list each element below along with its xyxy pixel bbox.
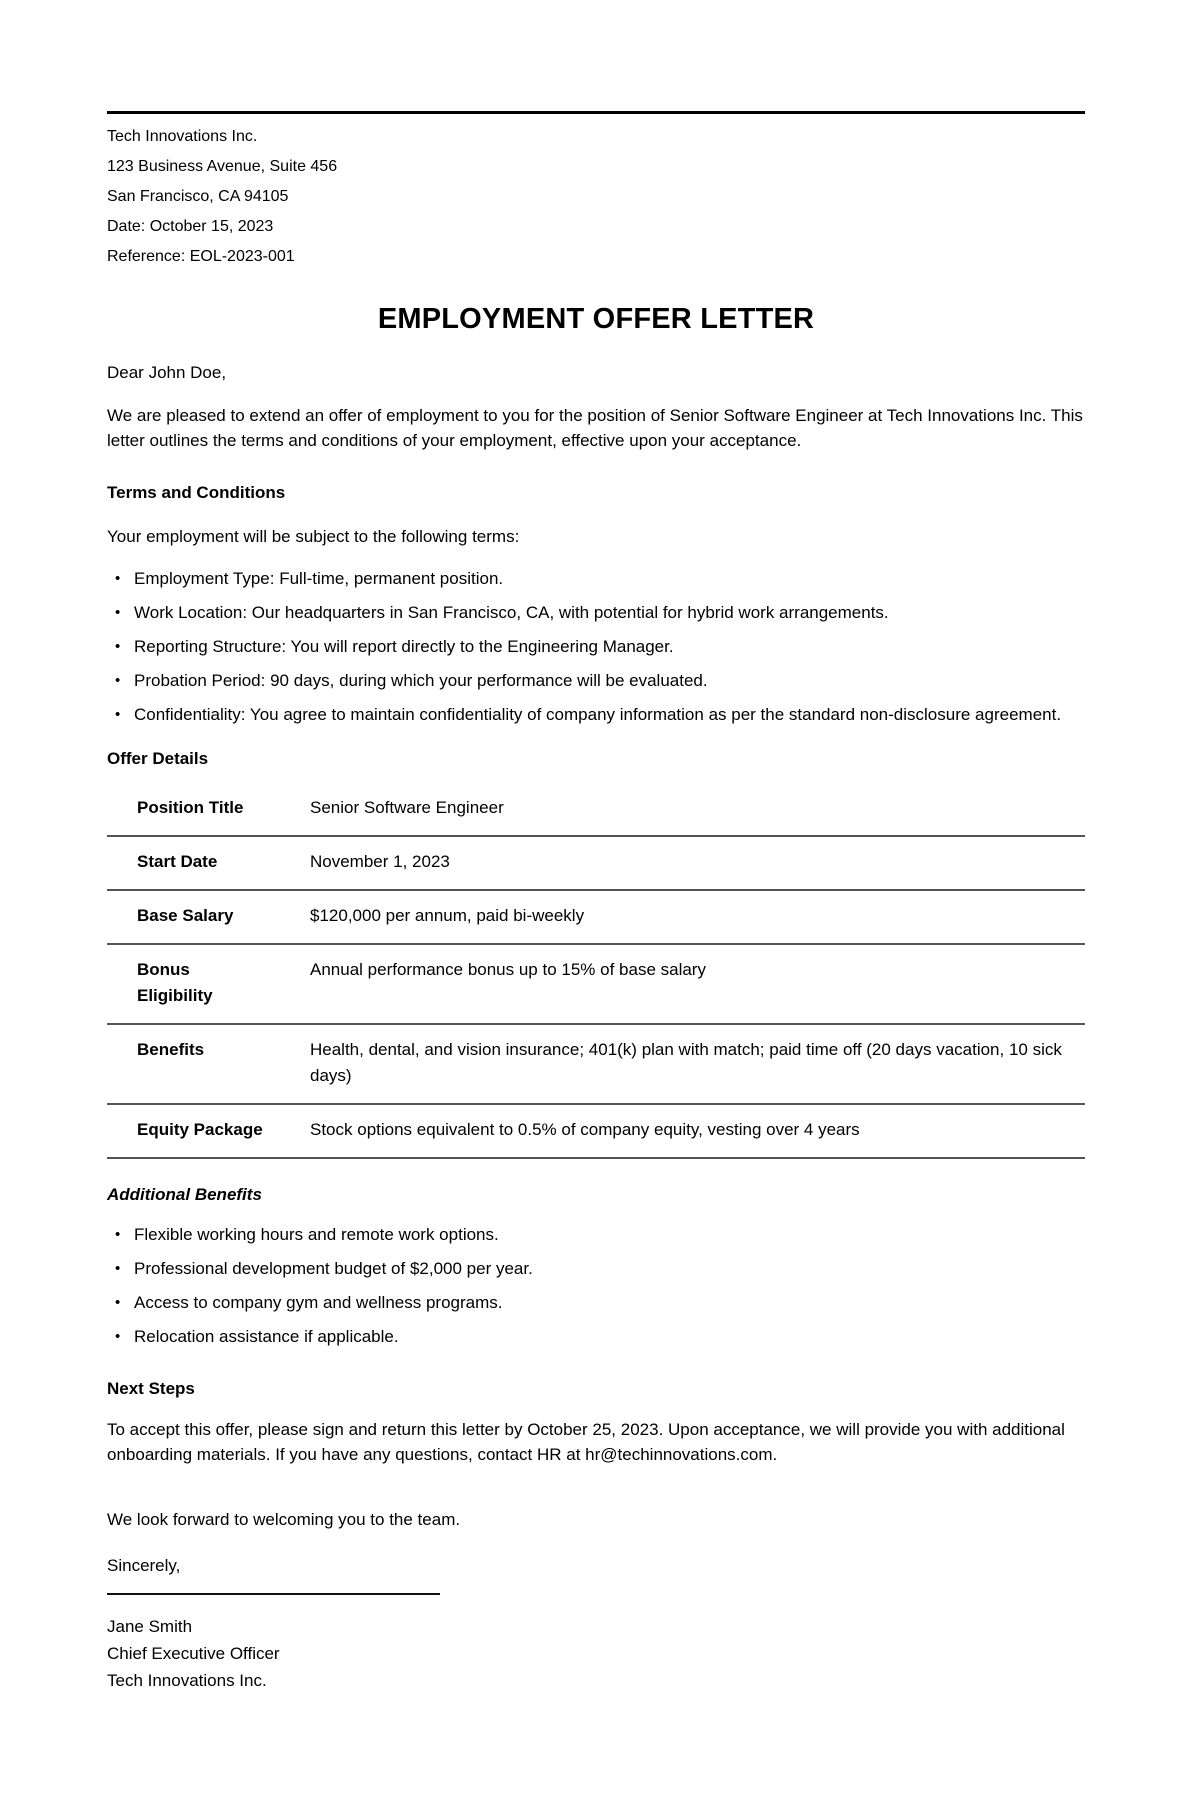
reference-line: Reference: EOL-2023-001 — [107, 248, 295, 265]
closing-line: We look forward to welcoming you to the team. — [107, 1510, 461, 1529]
date-line: Date: October 15, 2023 — [107, 218, 274, 235]
term-item: • Work Location: Our headquarters in San Francisco, CA, with potential for hybrid work arrangements. — [107, 600, 1085, 625]
address-line-2: San Francisco, CA 94105 — [107, 188, 289, 205]
row-value: Stock options equivalent to 0.5% of company equity, vesting over 4 years — [309, 1104, 1085, 1158]
row-label: Equity Package — [107, 1104, 309, 1158]
benefit-item: • Relocation assistance if applicable. — [107, 1324, 1085, 1349]
next-steps-heading: Next Steps — [107, 1379, 195, 1398]
greeting: Dear John Doe, — [107, 363, 227, 382]
row-value: $120,000 per annum, paid bi-weekly — [309, 890, 1085, 944]
term-item: • Confidentiality: You agree to maintain confidentiality of company information as per the standard non-disclosure agreement. — [107, 702, 1085, 727]
row-value: Senior Software Engineer — [309, 783, 1085, 836]
signature-title: Chief Executive Officer — [107, 1644, 280, 1663]
row-label: Benefits — [107, 1024, 309, 1104]
next-steps-paragraph: To accept this offer, please sign and return this letter by October 25, 2023. Upon acceptance, we will provide you with additional onboarding materials. If you have any questions, contact HR at hr@techinnovations.com. — [107, 1420, 1065, 1464]
offer-details-heading: Offer Details — [107, 749, 209, 768]
term-item: • Reporting Structure: You will report directly to the Engineering Manager. — [107, 634, 1085, 659]
signature-name: Jane Smith — [107, 1617, 193, 1636]
signature-line — [107, 1593, 440, 1595]
table-row — [107, 1104, 1085, 1158]
intro-paragraph: We are pleased to extend an offer of employment to you for the position of Senior Software Engineer at Tech Innovations Inc. This letter outlines the terms and conditions of your employment, effective upon your acceptance. — [107, 406, 1083, 450]
table-row — [107, 890, 1085, 944]
row-label: Base Salary — [107, 890, 309, 944]
company-name: Tech Innovations Inc. — [107, 128, 258, 145]
page-title: EMPLOYMENT OFFER LETTER — [377, 303, 815, 335]
term-item: • Employment Type: Full-time, permanent position. — [107, 566, 1085, 591]
address-line-1: 123 Business Avenue, Suite 456 — [107, 158, 338, 175]
row-value: Health, dental, and vision insurance; 401(k) plan with match; paid time off (20 days vacation, 10 sick days) — [309, 1024, 1085, 1104]
row-label: Position Title — [107, 783, 309, 836]
table-row — [107, 944, 1085, 1024]
signoff: Sincerely, — [107, 1556, 181, 1575]
terms-list — [107, 566, 1085, 727]
row-value: November 1, 2023 — [309, 836, 1085, 890]
row-value: Annual performance bonus up to 15% of base salary — [309, 944, 1085, 1024]
signature-company: Tech Innovations Inc. — [107, 1671, 267, 1690]
benefit-item: • Professional development budget of $2,000 per year. — [107, 1256, 1085, 1281]
letter-page — [0, 111, 1200, 1694]
benefit-item: • Flexible working hours and remote work options. — [107, 1222, 1085, 1247]
table-row — [107, 1024, 1085, 1104]
additional-benefits-list — [107, 1222, 1085, 1349]
table-row — [107, 836, 1085, 890]
letter-header — [107, 128, 1085, 265]
benefit-item: • Access to company gym and wellness programs. — [107, 1290, 1085, 1315]
additional-benefits-heading: Additional Benefits — [107, 1185, 262, 1204]
terms-heading: Terms and Conditions — [107, 483, 286, 502]
terms-lead: Your employment will be subject to the following terms: — [107, 527, 520, 546]
offer-details-table — [107, 783, 1085, 1159]
row-label: Start Date — [107, 836, 309, 890]
table-row — [107, 783, 1085, 836]
signature-block — [107, 1613, 1085, 1694]
row-label: Bonus Eligibility — [107, 944, 309, 1024]
top-rule — [107, 111, 1085, 114]
term-item: • Probation Period: 90 days, during which your performance will be evaluated. — [107, 668, 1085, 693]
